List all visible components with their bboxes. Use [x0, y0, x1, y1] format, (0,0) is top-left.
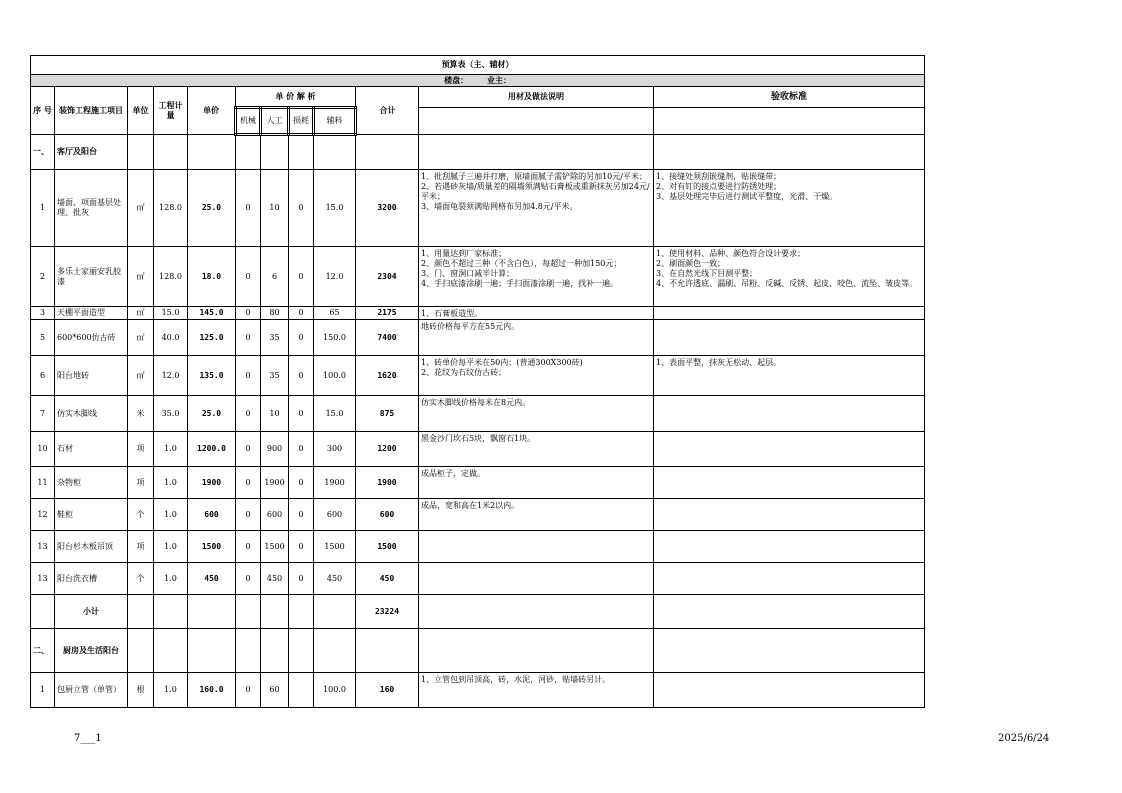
row-qty: 1.0	[154, 432, 188, 467]
row-total: 1620	[356, 356, 419, 396]
row-qty: 1.0	[154, 499, 188, 531]
row-machine: 0	[236, 396, 261, 432]
row-total: 160	[356, 673, 419, 708]
header-loss: 损耗	[289, 108, 314, 135]
table-row	[31, 673, 925, 708]
row-unit: 米	[128, 396, 154, 432]
page-title: 预算表（主、辅材）	[31, 56, 925, 75]
section-label: 客厅及阳台	[55, 135, 128, 170]
row-loss: 0	[289, 499, 314, 531]
row-unit: 项	[128, 467, 154, 499]
row-unit: ㎡	[128, 307, 154, 320]
row-qty: 1.0	[154, 673, 188, 708]
row-material: 450	[314, 563, 356, 595]
row-labor: 900	[261, 432, 289, 467]
row-loss: 0	[289, 467, 314, 499]
row-standard	[654, 499, 925, 531]
row-desc: 成品，宽和高在1米2以内。	[419, 499, 654, 531]
row-price: 450	[188, 563, 236, 595]
row-desc: 1、用量达到厂家标准； 2、颜色不超过三种（不含白色），每超过一种加150元； 3、门、窗洞口减半计算； 4、手扫底漆涂刷一遍；手扫面漆涂刷一遍，找补一遍。	[419, 247, 654, 307]
row-qty: 1.0	[154, 531, 188, 563]
row-desc: 1、砖单价每平米在50内；(普通300X300砖) 2、花纹为石纹仿古砖；	[419, 356, 654, 396]
row-loss: 0	[289, 563, 314, 595]
row-total: 2304	[356, 247, 419, 307]
row-seq: 5	[31, 320, 55, 356]
row-labor: 1500	[261, 531, 289, 563]
row-qty: 1.0	[154, 563, 188, 595]
row-item: 仿实木脚线	[55, 396, 128, 432]
row-standard	[654, 673, 925, 708]
row-total: 3200	[356, 170, 419, 247]
header-price: 单价	[188, 87, 236, 135]
row-item: 多乐士家丽安乳胶漆	[55, 247, 128, 307]
row-unit: 个	[128, 563, 154, 595]
row-item: 阳台洗衣槽	[55, 563, 128, 595]
footer-date: 2025/6/24	[998, 733, 1050, 744]
row-machine: 0	[236, 247, 261, 307]
budget-table	[30, 55, 925, 708]
row-labor: 10	[261, 396, 289, 432]
row-standard	[654, 467, 925, 499]
row-standard: 1、接缝处须刮嵌缝剂，贴嵌缝带； 2、对有钉的接点要进行防锈处理； 3、基层处理完毕后进行测试平整度，光滑、干燥。	[654, 170, 925, 247]
header-unit: 单位	[128, 87, 154, 135]
row-material: 100.0	[314, 673, 356, 708]
row-material: 1900	[314, 467, 356, 499]
row-desc: 1、石膏板造型。	[419, 307, 654, 320]
header-seq: 序 号	[31, 87, 55, 135]
row-qty: 35.0	[154, 396, 188, 432]
row-total: 1500	[356, 531, 419, 563]
row-labor: 35	[261, 356, 289, 396]
row-item: 石材	[55, 432, 128, 467]
row-machine: 0	[236, 170, 261, 247]
row-unit: 根	[128, 673, 154, 708]
header-total: 合计	[356, 87, 419, 135]
row-machine: 0	[236, 531, 261, 563]
row-labor: 1900	[261, 467, 289, 499]
row-standard: 1、表面平整，抹灰无松动、起层。	[654, 356, 925, 396]
row-item: 杂物柜	[55, 467, 128, 499]
row-total: 600	[356, 499, 419, 531]
row-total: 450	[356, 563, 419, 595]
row-item: 天棚平面造型	[55, 307, 128, 320]
row-material: 100.0	[314, 356, 356, 396]
row-desc: 黑金沙门坎石5块，飘窗石1块。	[419, 432, 654, 467]
row-price: 1500	[188, 531, 236, 563]
row-desc	[419, 563, 654, 595]
footer-sheet-name: 7___1	[74, 733, 102, 744]
row-qty: 40.0	[154, 320, 188, 356]
row-price: 1200.0	[188, 432, 236, 467]
row-machine: 0	[236, 432, 261, 467]
row-item: 包厨立管（单管）	[55, 673, 128, 708]
row-material: 15.0	[314, 396, 356, 432]
row-loss: 0	[289, 320, 314, 356]
row-desc: 仿实木脚线价格每米在8元内。	[419, 396, 654, 432]
row-material: 12.0	[314, 247, 356, 307]
header-labor: 人工	[261, 108, 289, 135]
row-price: 160.0	[188, 673, 236, 708]
building-label: 楼盘：	[444, 75, 469, 85]
table-row	[31, 170, 925, 247]
table-row	[31, 307, 925, 320]
header-machine: 机械	[236, 108, 261, 135]
section-number: 二、	[31, 629, 55, 673]
row-seq: 10	[31, 432, 55, 467]
row-total: 1200	[356, 432, 419, 467]
row-machine: 0	[236, 499, 261, 531]
row-unit: 项	[128, 432, 154, 467]
table-row	[31, 467, 925, 499]
subtotal-total: 23224	[356, 595, 419, 629]
row-loss: 0	[289, 307, 314, 320]
row-item: 阳台地砖	[55, 356, 128, 396]
table-row	[31, 563, 925, 595]
row-material: 600	[314, 499, 356, 531]
subtotal-label: 小计	[55, 595, 128, 629]
row-seq: 1	[31, 673, 55, 708]
subtitle-bar	[31, 75, 925, 87]
header-material: 辅料	[314, 108, 356, 135]
row-material: 300	[314, 432, 356, 467]
row-material: 150.0	[314, 320, 356, 356]
row-qty: 12.0	[154, 356, 188, 396]
row-seq: 13	[31, 563, 55, 595]
row-desc: 1、批刮腻子三遍并打磨，原墙面腻子需铲除的另加10元/平米； 2、若遇砂灰墙/质量差的隔墙须满贴石膏板或重新抹灰另加24元/平米； 3、墙面龟裂须满贴网格布另加4.8元/平米。	[419, 170, 654, 247]
row-labor: 600	[261, 499, 289, 531]
row-unit: ㎡	[128, 320, 154, 356]
row-standard	[654, 531, 925, 563]
row-price: 25.0	[188, 170, 236, 247]
row-qty: 15.0	[154, 307, 188, 320]
row-qty: 128.0	[154, 170, 188, 247]
row-machine: 0	[236, 673, 261, 708]
row-desc: 1、立管包到吊顶高，砖，水泥，河砂，贴墙砖另计。	[419, 673, 654, 708]
row-machine: 0	[236, 320, 261, 356]
row-desc: 地砖价格每平方在55元内。	[419, 320, 654, 356]
row-qty: 128.0	[154, 247, 188, 307]
row-unit: ㎡	[128, 247, 154, 307]
row-loss: 0	[289, 356, 314, 396]
row-loss: 0	[289, 531, 314, 563]
row-loss: 0	[289, 432, 314, 467]
row-seq: 3	[31, 307, 55, 320]
header-qty: 工程计量	[154, 87, 188, 135]
row-total: 7400	[356, 320, 419, 356]
row-seq: 12	[31, 499, 55, 531]
row-price: 600	[188, 499, 236, 531]
row-machine: 0	[236, 563, 261, 595]
row-unit: ㎡	[128, 170, 154, 247]
row-labor: 10	[261, 170, 289, 247]
row-machine: 0	[236, 467, 261, 499]
row-price: 135.0	[188, 356, 236, 396]
table-row	[31, 320, 925, 356]
row-item: 600*600仿古砖	[55, 320, 128, 356]
row-desc	[419, 531, 654, 563]
row-material: 15.0	[314, 170, 356, 247]
owner-label: 业主：	[486, 75, 511, 85]
row-price: 1900	[188, 467, 236, 499]
row-loss: 0	[289, 396, 314, 432]
header-breakdown: 单 价 解 析	[236, 87, 356, 108]
row-labor: 80	[261, 307, 289, 320]
row-standard	[654, 396, 925, 432]
row-price: 145.0	[188, 307, 236, 320]
row-seq: 2	[31, 247, 55, 307]
table-row	[31, 432, 925, 467]
row-total: 1900	[356, 467, 419, 499]
section-label: 厨房及生活阳台	[55, 629, 128, 673]
header-desc: 用材及做法说明	[419, 87, 654, 108]
section-number: 一、	[31, 135, 55, 170]
row-unit: ㎡	[128, 356, 154, 396]
row-desc: 成品柜子，定做。	[419, 467, 654, 499]
row-standard	[654, 307, 925, 320]
row-labor: 6	[261, 247, 289, 307]
row-standard	[654, 320, 925, 356]
table-row	[31, 396, 925, 432]
row-total: 2175	[356, 307, 419, 320]
row-material: 65	[314, 307, 356, 320]
row-item: 鞋柜	[55, 499, 128, 531]
row-seq: 11	[31, 467, 55, 499]
header-standard: 验收标准	[654, 87, 925, 108]
row-unit: 项	[128, 531, 154, 563]
row-price: 25.0	[188, 396, 236, 432]
table-row	[31, 499, 925, 531]
row-machine: 0	[236, 356, 261, 396]
row-machine: 0	[236, 307, 261, 320]
row-seq: 6	[31, 356, 55, 396]
row-item: 墙面、项面基层处理、批灰	[55, 170, 128, 247]
row-standard	[654, 563, 925, 595]
row-labor: 450	[261, 563, 289, 595]
row-loss: 0	[289, 170, 314, 247]
row-standard: 1、使用材料、品种、颜色符合设计要求； 2、刷面颜色一致； 3、在自然光线下目测平整； 4、不允许透底、漏刷、吊粉、反碱、反锈、起皮、咬色、流坠、皱皮等。	[654, 247, 925, 307]
row-seq: 13	[31, 531, 55, 563]
table-row	[31, 531, 925, 563]
row-labor: 60	[261, 673, 289, 708]
row-standard	[654, 432, 925, 467]
row-labor: 35	[261, 320, 289, 356]
row-loss	[289, 673, 314, 708]
row-seq: 7	[31, 396, 55, 432]
row-seq: 1	[31, 170, 55, 247]
table-row	[31, 247, 925, 307]
row-price: 125.0	[188, 320, 236, 356]
row-material: 1500	[314, 531, 356, 563]
table-row	[31, 356, 925, 396]
header-item: 装饰工程施工项目	[55, 87, 128, 135]
row-loss: 0	[289, 247, 314, 307]
row-total: 875	[356, 396, 419, 432]
row-price: 18.0	[188, 247, 236, 307]
row-qty: 1.0	[154, 467, 188, 499]
row-unit: 个	[128, 499, 154, 531]
item-rows	[31, 170, 925, 595]
row-item: 阳台杉木板吊顶	[55, 531, 128, 563]
